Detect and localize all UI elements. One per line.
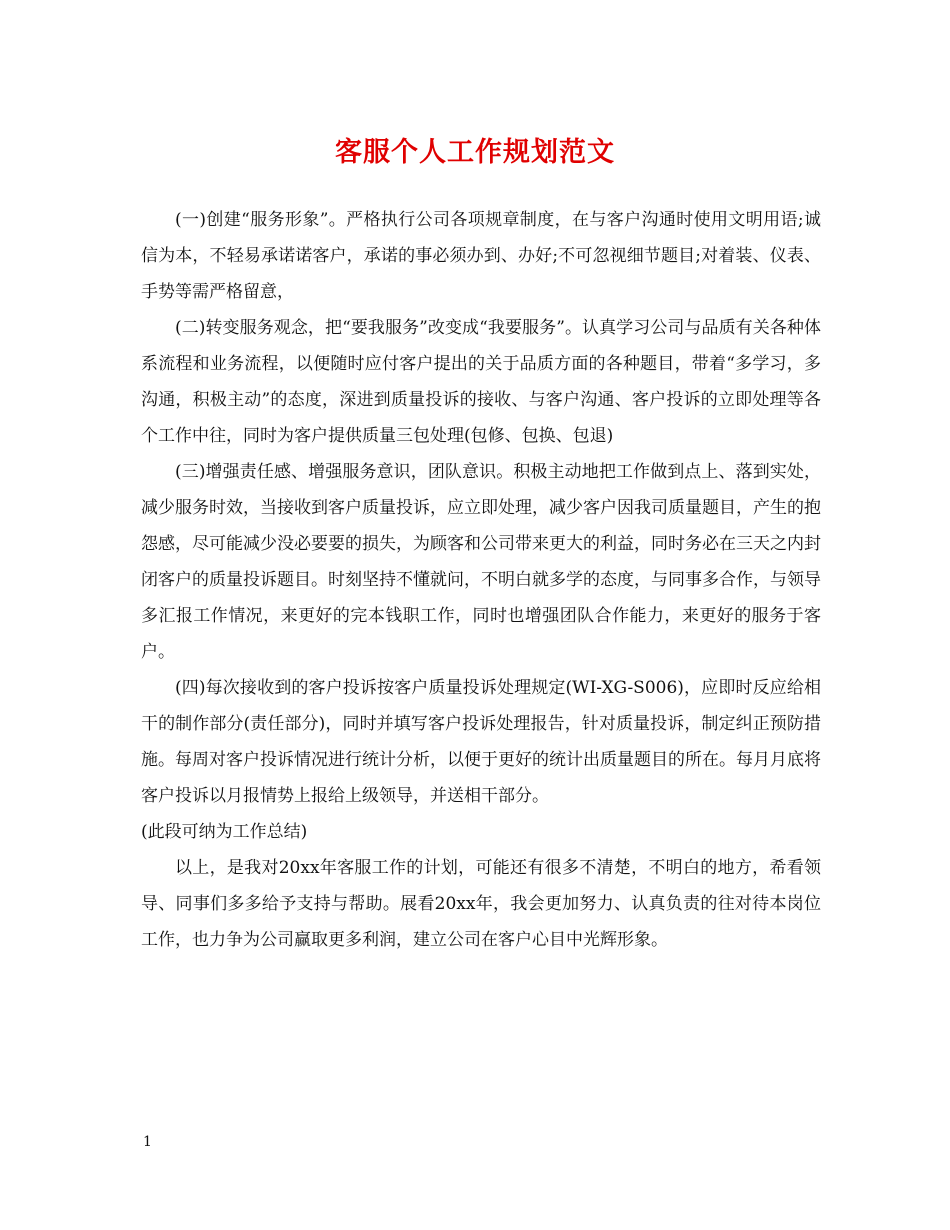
paragraph-1: (一)创建“服务形象”。严格执行公司各项规章制度，在与客户沟通时使用文明用语;诚信为本，不轻易承诺诺客户，承诺的事必须办到、办好;不可忽视细节题目;对着装、仪表、手势等需严格留意， [141, 210, 821, 302]
paragraph-4: (四)每次接收到的客户投诉按客户质量投诉处理规定(WI-XG-S006)，应即时反应给相干的制作部分(责任部分)，同时并填写客户投诉处理报告，针对质量投诉，制定纠正预防措施。每周对客户投诉情况进行统计分析，以便于更好的统计出质量题目的所在。每月月底将客户投诉以月报情势上报给上级领导，并送相干部分。 [141, 678, 821, 806]
paragraph-3: (三)增强责任感、增强服务意识，团队意识。积极主动地把工作做到点上、落到实处，减少服务时效，当接收到客户质量投诉，应立即处理，减少客户因我司质量题目，产生的抱怨感，尽可能减少没必要要的损失，为顾客和公司带来更大的利益，同时务必在三天之内封闭客户的质量投诉题目。时刻坚持不懂就问，不明白就多学的态度，与同事多合作，与领导多汇报工作情况，来更好的完本钱职工作，同时也增强团队合作能力，来更好的服务于客户。 [141, 462, 821, 662]
document-body [141, 202, 821, 958]
document-title: 客服个人工作规划范文 [335, 137, 615, 168]
page-number: 1 [143, 1134, 152, 1150]
paragraph-note: (此段可纳为工作总结) [141, 822, 308, 842]
paragraph-conclusion: 以上，是我对20xx年客服工作的计划，可能还有很多不清楚，不明白的地方，希看领导、同事们多多给予支持与帮助。展看20xx年，我会更加努力、认真负责的往对待本岗位工作，也力争为公司赢取更多利润，建立公司在客户心目中光辉形象。 [141, 858, 821, 950]
paragraph-2: (二)转变服务观念，把“要我服务”改变成“我要服务”。认真学习公司与品质有关各种体系流程和业务流程，以便随时应付客户提出的关于品质方面的各种题目，带着“多学习，多沟通，积极主动”的态度，深进到质量投诉的接收、与客户沟通、客户投诉的立即处理等各个工作中往，同时为客户提供质量三包处理(包修、包换、包退) [141, 318, 821, 446]
